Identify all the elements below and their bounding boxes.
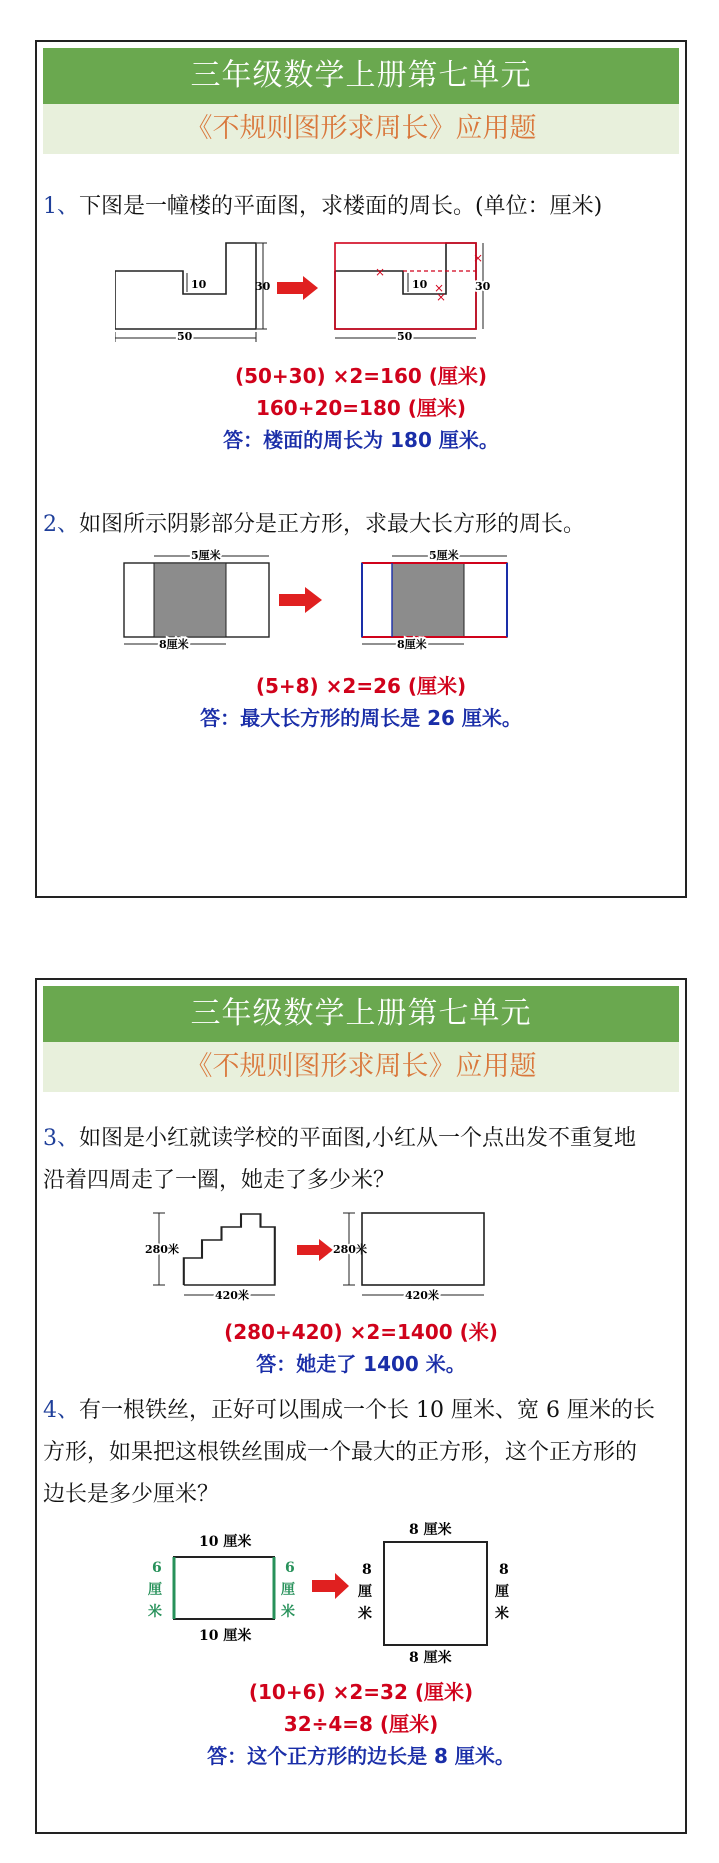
svg-text:×: × — [473, 251, 484, 265]
q3-calc-1: (280+420) ×2=1400 (米) — [224, 1320, 498, 1344]
rect-left-unit-2: 米 — [148, 1604, 162, 1620]
dim-label-50: 50 — [177, 330, 193, 343]
question-2 — [43, 504, 679, 546]
page-title: 三年级数学上册第七单元 — [43, 986, 679, 1042]
square-right-num: 8 — [499, 1562, 509, 1578]
svg-text:10: 10 — [412, 278, 428, 291]
square-8x8 — [384, 1542, 487, 1645]
question-text-line-1: 如图是小红就读学校的平面图,小红从一个点出发不重复地 — [79, 1126, 636, 1151]
rect-right-num: 6 — [285, 1560, 295, 1576]
question-text-line-1: 有一根铁丝，正好可以围成一个长 10 厘米、宽 6 厘米的长 — [79, 1398, 655, 1423]
q1-calc-2: 160+20=180 (厘米) — [255, 396, 467, 420]
question-number: 3、 — [43, 1126, 79, 1151]
question-text-line-3: 边长是多少厘米？ — [43, 1482, 220, 1507]
question-text: 下图是一幢楼的平面图，求楼面的周长。(单位：厘米) — [79, 194, 603, 219]
arrow-right-icon — [312, 1573, 349, 1599]
question-text-line-2: 方形，如果把这根铁丝围成一个最大的正方形，这个正方形的 — [43, 1440, 638, 1465]
square-bottom-label: 8 厘米 — [409, 1650, 452, 1666]
q2-calc-1: (5+8) ×2=26 (厘米) — [255, 674, 467, 698]
dim-label-10: 10 — [191, 278, 207, 291]
svg-text:50: 50 — [397, 330, 413, 343]
dim-label-30: 30 — [255, 280, 271, 293]
page-subtitle: 《不规则图形求周长》应用题 — [43, 1042, 679, 1092]
svg-text:×: × — [434, 281, 445, 295]
dim-label-420m: 420米 — [215, 1289, 249, 1302]
rect-left-unit-1: 厘 — [148, 1582, 162, 1598]
square-top-label: 8 厘米 — [409, 1522, 452, 1538]
arrow-right-icon — [279, 587, 322, 613]
school-outline — [184, 1214, 275, 1285]
square-left-unit-1: 厘 — [358, 1584, 372, 1600]
q1-answer: 答：楼面的周长为 180 厘米。 — [223, 428, 499, 452]
square-right-unit-1: 厘 — [495, 1584, 509, 1600]
worksheet-card-1 — [35, 40, 687, 898]
svg-text:5厘米: 5厘米 — [429, 549, 459, 562]
arrow-right-icon — [297, 1239, 333, 1261]
svg-text:×: × — [436, 290, 447, 304]
page-title: 三年级数学上册第七单元 — [43, 48, 679, 104]
q2-figure — [119, 542, 619, 662]
rect-right-unit-2: 米 — [281, 1604, 295, 1620]
q4-calc-2: 32÷4=8 (厘米) — [283, 1712, 439, 1736]
q4-figure — [137, 1522, 617, 1672]
rect-left-num: 6 — [152, 1560, 162, 1576]
question-number: 4、 — [43, 1398, 79, 1423]
svg-text:280米: 280米 — [333, 1243, 367, 1256]
q4-calc-1: (10+6) ×2=32 (厘米) — [248, 1680, 474, 1704]
q2-answer: 答：最大长方形的周长是 26 厘米。 — [200, 706, 522, 730]
question-number: 2、 — [43, 512, 79, 537]
dim-label-8cm: 8厘米 — [159, 638, 189, 651]
question-text-line-2: 沿着四周走了一圈，她走了多少米？ — [43, 1168, 396, 1193]
square-right-unit-2: 米 — [495, 1606, 509, 1622]
worksheet-card-2 — [35, 978, 687, 1834]
rect-top-label: 10 厘米 — [199, 1534, 252, 1550]
svg-text:30: 30 — [475, 280, 491, 293]
shaded-square — [154, 563, 226, 637]
question-number: 1、 — [43, 194, 79, 219]
question-4 — [43, 1390, 679, 1516]
q4-answer: 答：这个正方形的边长是 8 厘米。 — [207, 1744, 515, 1768]
page-subtitle: 《不规则图形求周长》应用题 — [43, 104, 679, 154]
question-1 — [43, 186, 679, 228]
svg-text:420米: 420米 — [405, 1289, 439, 1302]
dim-label-280m: 280米 — [145, 1243, 179, 1256]
arrow-right-icon — [277, 276, 318, 300]
svg-text:×: × — [375, 265, 386, 279]
q3-figure — [137, 1200, 617, 1310]
question-text: 如图所示阴影部分是正方形，求最大长方形的周长。 — [79, 512, 586, 537]
square-left-num: 8 — [362, 1562, 372, 1578]
rectangle-10x6 — [174, 1557, 274, 1619]
square-left-unit-2: 米 — [358, 1606, 372, 1622]
dim-label-5cm: 5厘米 — [191, 549, 221, 562]
rect-right-unit-1: 厘 — [281, 1582, 295, 1598]
q3-answer: 答：她走了 1400 米。 — [256, 1352, 466, 1376]
building-outline — [115, 243, 256, 329]
svg-text:8厘米: 8厘米 — [397, 638, 427, 651]
q1-figure — [115, 238, 615, 348]
rect-bottom-label: 10 厘米 — [199, 1628, 252, 1644]
q1-calc-1: (50+30) ×2=160 (厘米) — [234, 364, 488, 388]
question-3 — [43, 1118, 679, 1202]
